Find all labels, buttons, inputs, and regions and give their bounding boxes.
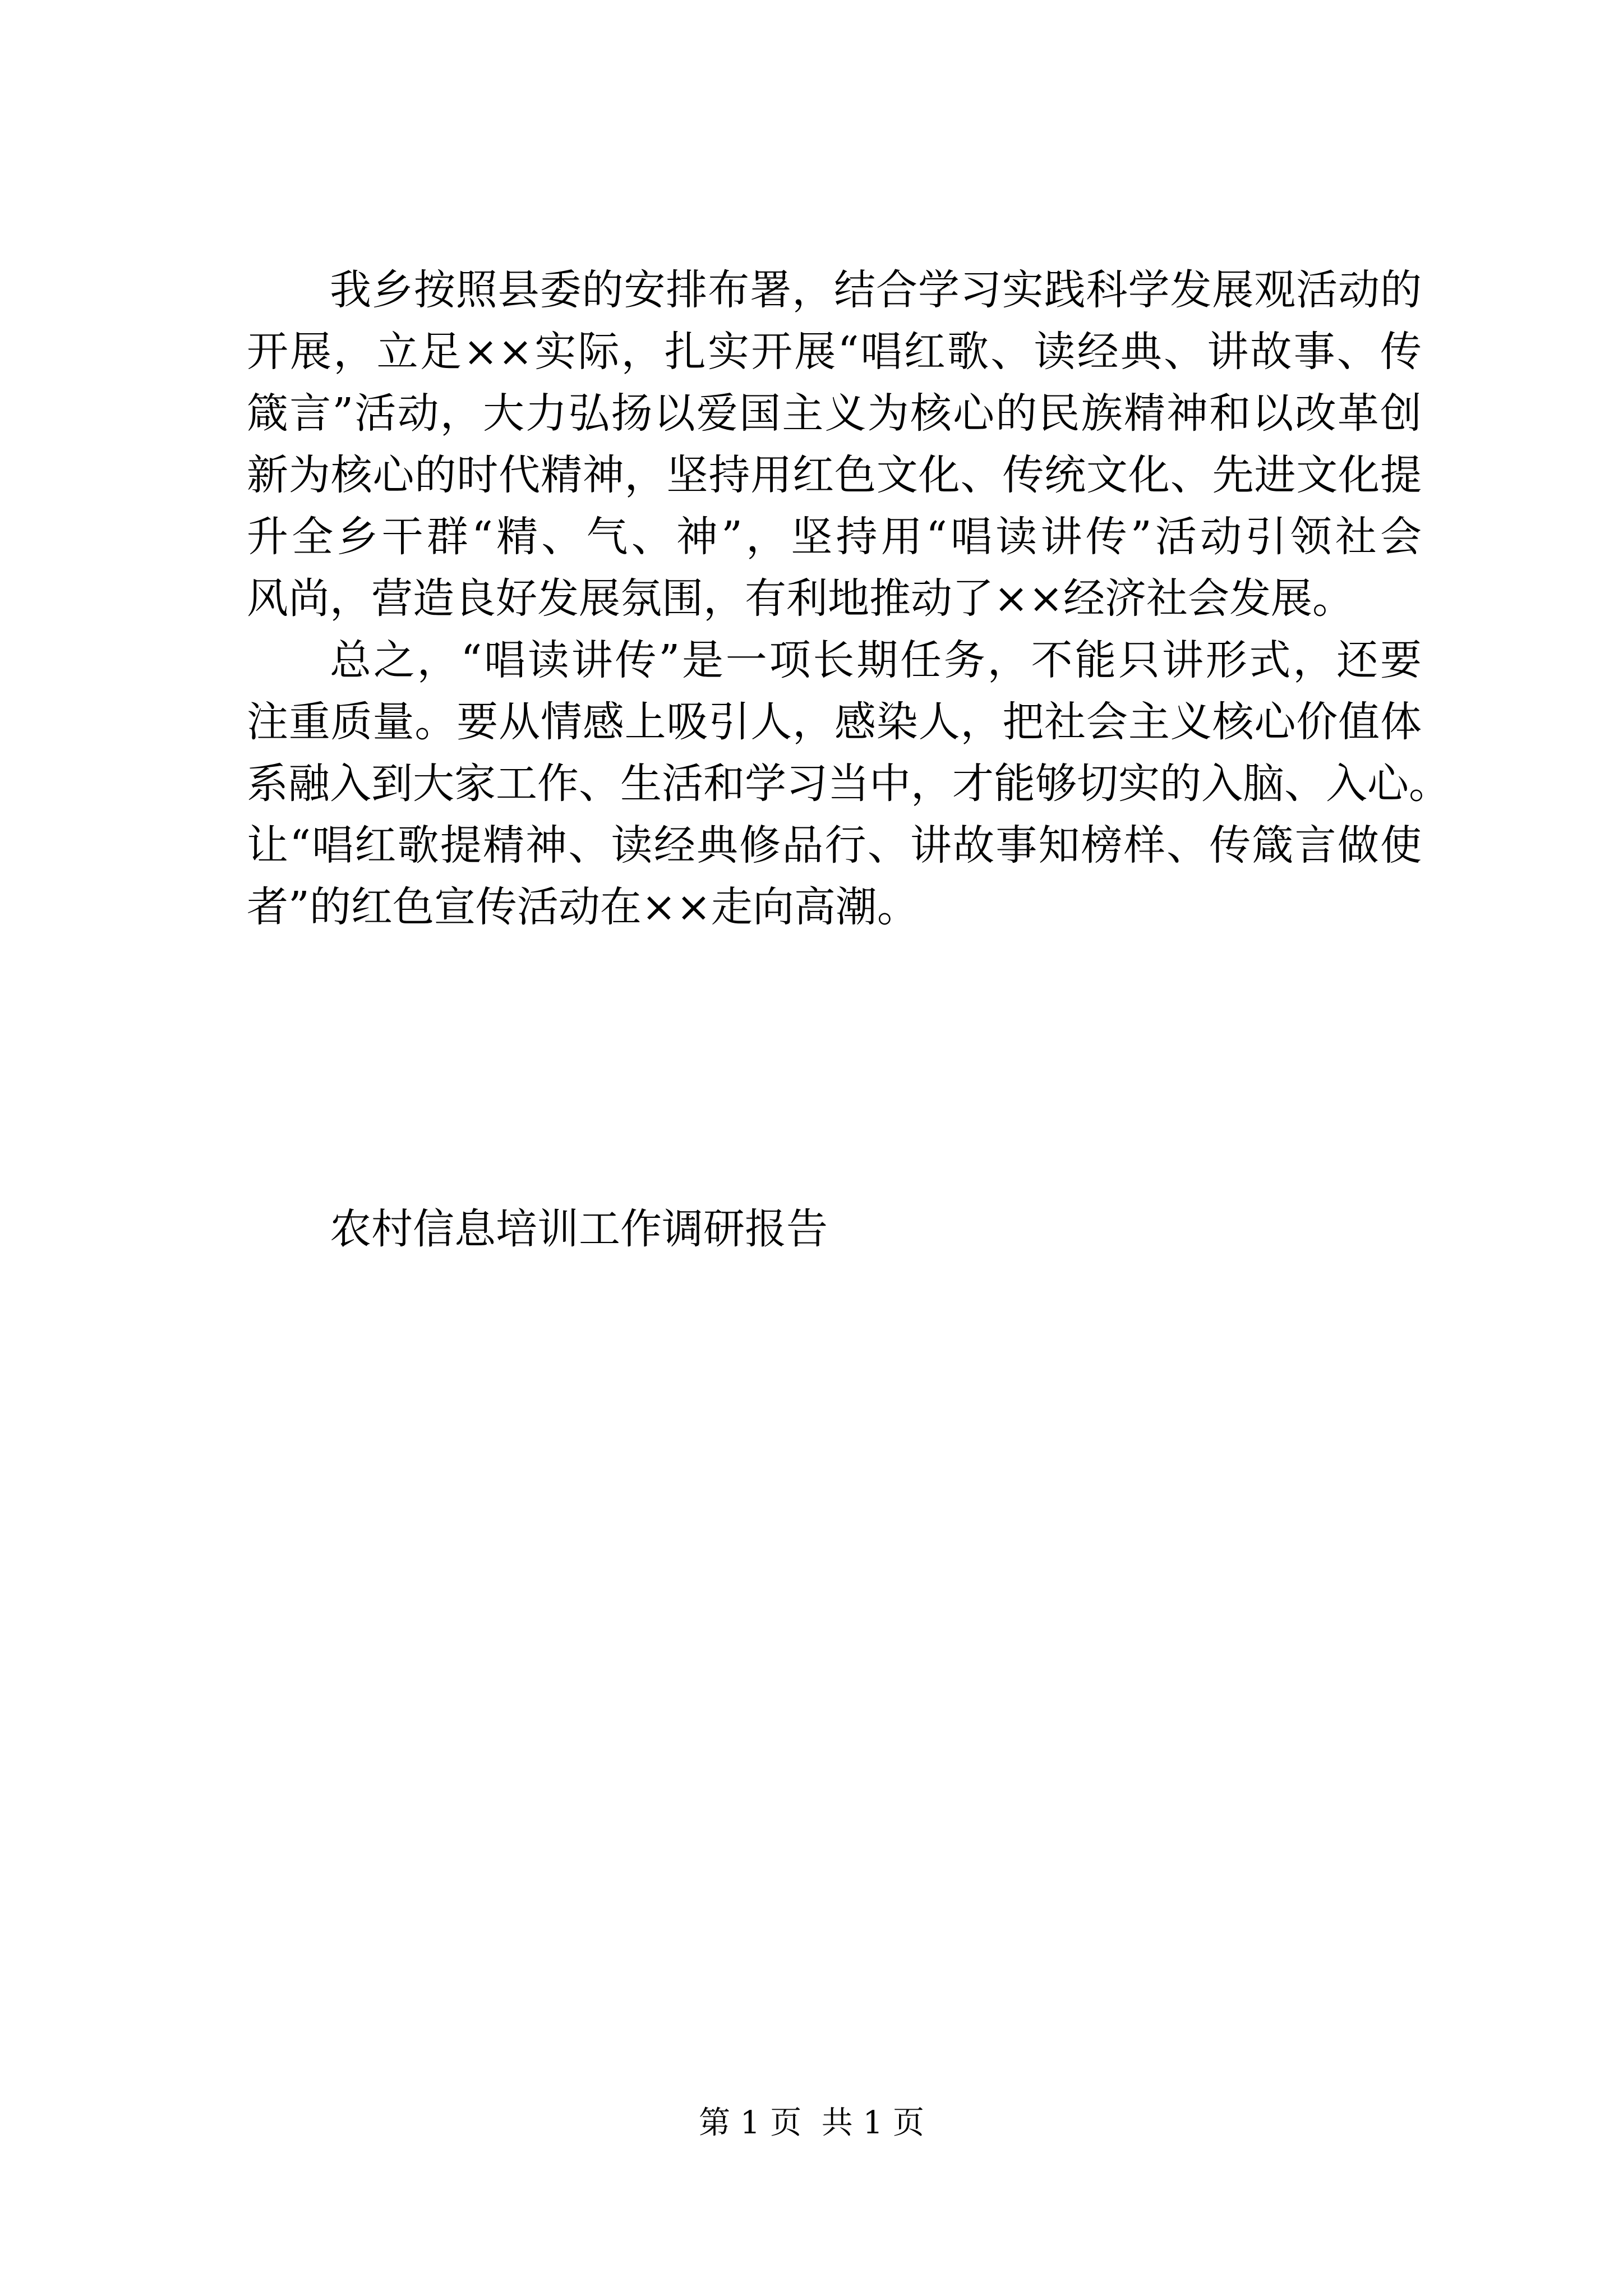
text-line: 系融入到大家工作、生活和学习当中，才能够切实的入脑、入心。 [247, 760, 1450, 808]
text-line: 新为核心的时代精神，坚持用红色文化、传统文化、先进文化提 [247, 451, 1422, 499]
text-line: 开展，立足××实际，扎实开展“唱红歌、读经典、讲故事、传 [247, 328, 1422, 376]
text-line: 升全乡干群“精、气、神”，坚持用“唱读讲传”活动引领社会 [247, 513, 1422, 561]
page-footer: 第 1 页 共 1 页 [698, 2105, 925, 2141]
text-line: 让“唱红歌提精神、读经典修品行、讲故事知榜样、传箴言做使 [247, 821, 1422, 869]
next-document-title: 农村信息培训工作调研报告 [330, 1205, 828, 1253]
text-line: 注重质量。要从情感上吸引人，感染人，把社会主义核心价值体 [247, 698, 1422, 746]
text-line: 者”的红色宣传活动在××走向高潮。 [247, 883, 919, 931]
paragraph-1 [247, 259, 1422, 629]
text-line: 风尚，营造良好发展氛围，有利地推动了××经济社会发展。 [247, 574, 1354, 623]
text-line: 我乡按照县委的安排布署，结合学习实践科学发展观活动的 [330, 266, 1422, 314]
text-line: 总之，“唱读讲传”是一项长期任务，不能只讲形式，还要 [330, 636, 1422, 684]
text-line: 箴言”活动，大力弘扬以爱国主义为核心的民族精神和以改革创 [247, 389, 1422, 438]
paragraph-2 [247, 629, 1450, 938]
document-body [247, 259, 1450, 938]
